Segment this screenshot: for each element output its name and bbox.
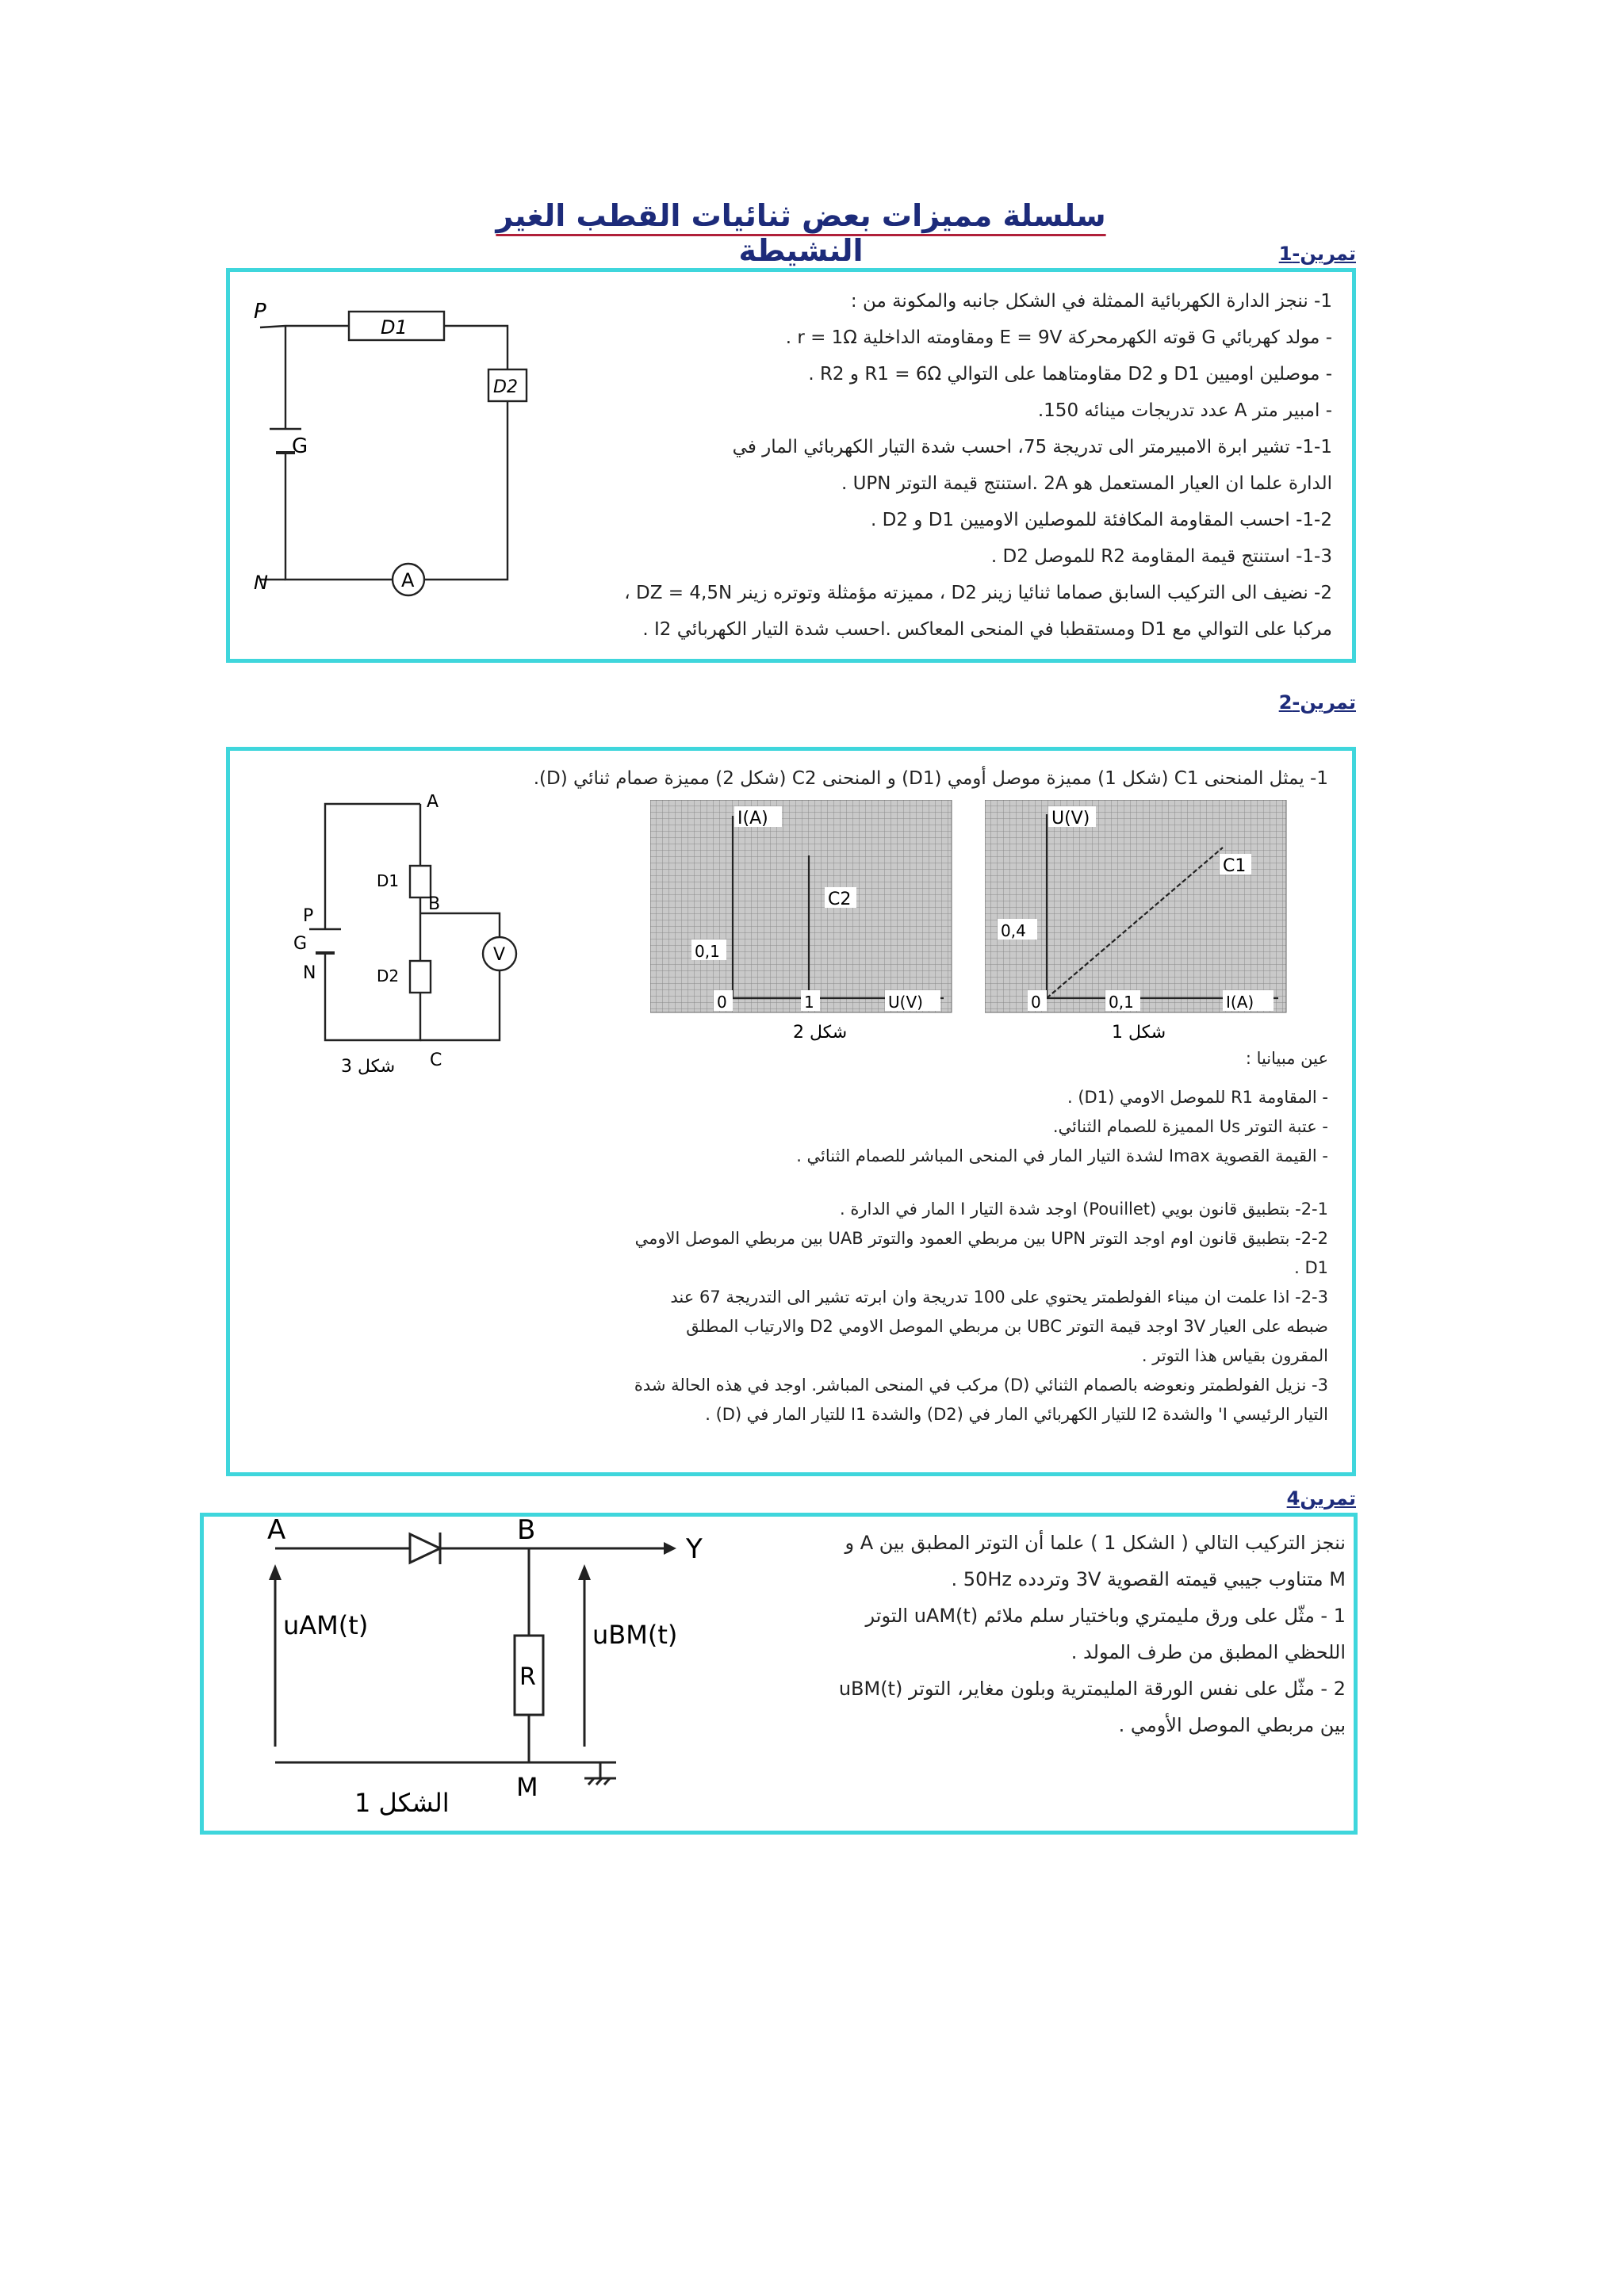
ex4-line: 1 - مثّل على ورق مليمتري وباختيار سلم ملائم uAM(t) التوتر	[865, 1605, 1346, 1627]
fig1-ylabel: U(V)	[1051, 809, 1090, 828]
ex2-line: - القيمة القصوية Imax لشدة التيار المار في المنحى المباشر للصمام الثنائي .	[796, 1146, 1328, 1165]
label-N: N	[254, 572, 268, 594]
ex4-line: اللحظي المطبق من طرف المولد .	[1071, 1641, 1346, 1663]
label-P: P	[254, 300, 266, 323]
fig3-label-D2: D2	[377, 966, 400, 985]
ex4-line: بين مربطي الموصل الأومي .	[1118, 1714, 1346, 1736]
ex2-questions-top	[325, 1044, 1328, 1171]
fig3-label-N: N	[303, 963, 316, 983]
ex2-line: 3- نزيل الفولطمتر ونعوضه بالصمام الثنائي (D) مركب في المنحى المباشر. اوجد في هذه الحالة شدة	[634, 1376, 1328, 1395]
page-title: سلسلة مميزات بعض ثنائيات القطب الغير النشيطة	[496, 198, 1106, 268]
ex4-label-Y: Y	[686, 1533, 703, 1565]
ex4-label-ubm: uBM(t)	[592, 1620, 678, 1650]
ex1-line: 2- نضيف الى التركيب السابق صماما ثنائيا زينر D2 ، مميزته مؤمثلة وتوتره زينر DZ = 4,5N ،	[624, 583, 1332, 603]
label-D1: D1	[381, 316, 408, 339]
fig2-xlabel: U(V)	[888, 993, 923, 1012]
exercise-4-label: تمرين4	[1286, 1487, 1356, 1510]
label-A: A	[401, 569, 415, 591]
ex2-line: D1 .	[1294, 1258, 1328, 1277]
fig3-label-P: P	[303, 906, 314, 926]
fig1-curve-label: C1	[1223, 856, 1247, 876]
ex4-line: ننجز التركيب التالي ( الشكل 1 ) علما أن التوتر المطبق بين A و	[845, 1532, 1346, 1554]
ex2-line: 2-1- بتطبيق قانون بويي (Pouillet) اوجد شدة التيار I المار في الدارة .	[840, 1200, 1328, 1219]
ex2-line: عين مبيانيا :	[1245, 1049, 1328, 1068]
fig1-ytick: 0,4	[1001, 921, 1026, 940]
exercise-2-label: تمرين-2	[1278, 691, 1356, 714]
fig2-xtick: 1	[804, 993, 814, 1012]
ex1-line: الدارة علما ان العيار المستعمل هو 2A .استنتج قيمة التوتر UPN .	[841, 473, 1332, 494]
ex1-line: 1-1- تشير ابرة الامبيرمتر الى تدريجة 75، احسب شدة التيار الكهربائي المار في	[732, 437, 1332, 457]
fig1-origin: 0	[1031, 993, 1041, 1012]
ex4-line: M متناوب جيبي قيمته القصوية 3V وتردده 50Hz .	[951, 1568, 1346, 1590]
figure-2-graph	[650, 800, 967, 1062]
ex4-label-B: B	[517, 1517, 536, 1546]
ex2-line: 2-2- بتطبيق قانون اوم اوجد التوتر UPN بين مربطي العمود والتوتر UAB بين مربطي الموصل الاومي	[634, 1229, 1328, 1248]
fig3-label-D1: D1	[377, 871, 400, 890]
fig2-curve-label: C2	[828, 890, 852, 909]
ex4-label-A: A	[267, 1517, 286, 1546]
fig1-xtick: 0,1	[1109, 993, 1134, 1012]
label-D2: D2	[493, 377, 518, 397]
ex2-line: التيار الرئيسي I' والشدة I2 للتيار الكهربائي المار في (D2) والشدة I1 للتيار المار في (D) .	[705, 1405, 1328, 1424]
fig2-origin: 0	[717, 993, 727, 1012]
exercise-4-box	[200, 1513, 1358, 1835]
ex2-intro: 1- يمثل المنحنى C1 (شكل 1) مميزة موصل أومي (D1) و المنحنى C2 (شكل 2) مميزة صمام ثنائي (D).	[533, 768, 1328, 789]
ex1-line: 1-3- استنتج قيمة المقاومة R2 للموصل D2 .	[990, 546, 1332, 567]
fig1-xlabel: I(A)	[1226, 993, 1254, 1012]
exercise-4-text	[719, 1525, 1346, 1743]
exercise-1-text	[381, 283, 1332, 648]
fig3-label-G: G	[293, 934, 308, 954]
ex2-line: - المقاومة R1 للموصل الاومي (D1) .	[1067, 1088, 1328, 1107]
exercise-2-box	[226, 747, 1356, 1476]
fig2-caption: شكل 2	[793, 1023, 848, 1043]
fig3-label-A: A	[427, 794, 439, 812]
fig3-label-V: V	[493, 945, 506, 965]
ex2-line: - عتبة التوتر Us المميزة للصمام الثنائي.	[1052, 1117, 1328, 1136]
ex2-questions-bottom	[246, 1195, 1328, 1429]
figure-1-graph	[985, 800, 1302, 1062]
ex4-label-uam: uAM(t)	[283, 1610, 369, 1640]
ex4-label-M: M	[516, 1772, 538, 1802]
fig1-caption: شكل 1	[1112, 1023, 1166, 1043]
fig2-ylabel: I(A)	[737, 809, 768, 828]
ex2-line: المقرون بقياس هذا التوتر .	[1141, 1346, 1328, 1365]
exercise-1-box	[226, 268, 1356, 663]
ex4-caption: الشكل 1	[354, 1788, 450, 1818]
fig3-label-C: C	[430, 1050, 442, 1070]
fig3-caption: شكل 3	[341, 1057, 396, 1077]
exercise-4-circuit	[267, 1517, 759, 1831]
ex1-line: - موصلين اوميين D1 و D2 مقاومتاهما على التوالي R1 = 6Ω و R2 .	[808, 364, 1332, 385]
ex1-line: - امبير متر A عدد تدريجات مينائه 150.	[1037, 400, 1332, 421]
ex4-label-R: R	[519, 1663, 536, 1691]
ex2-line: ضبطه على العيار 3V اوجد قيمة التوتر UBC بن مربطي الموصل الاومي D2 والارتياب المطلق	[686, 1317, 1328, 1336]
ex1-line: 1- ننجز الدارة الكهربائية الممثلة في الشكل جانبه والمكونة من :	[850, 291, 1332, 312]
label-G: G	[292, 434, 308, 458]
ex2-line: 2-3- اذا علمت ان ميناء الفولطمتر يحتوي على 100 تدريجة وان ابرته تشير الى التدريجة 67 عند	[670, 1288, 1328, 1307]
fig3-label-B: B	[428, 894, 441, 914]
fig2-ytick: 0,1	[695, 942, 720, 961]
ex1-line: - مولد كهربائي G قوته الكهرمحركة E = 9V ومقاومته الداخلية r = 1Ω .	[785, 327, 1332, 348]
ex1-line: 1-2- احسب المقاومة المكافئة للموصلين الاوميين D1 و D2 .	[871, 510, 1332, 530]
ex1-line: مركبا على التوالي مع D1 ومستقطبا في المنحى المعاكس .احسب شدة التيار الكهربائي I2 .	[642, 619, 1332, 640]
exercise-1-label: تمرين-1	[1278, 243, 1356, 265]
ex4-line: 2 - مثّل على نفس الورقة المليمترية وبلون مغاير، التوتر uBM(t)	[838, 1678, 1346, 1700]
